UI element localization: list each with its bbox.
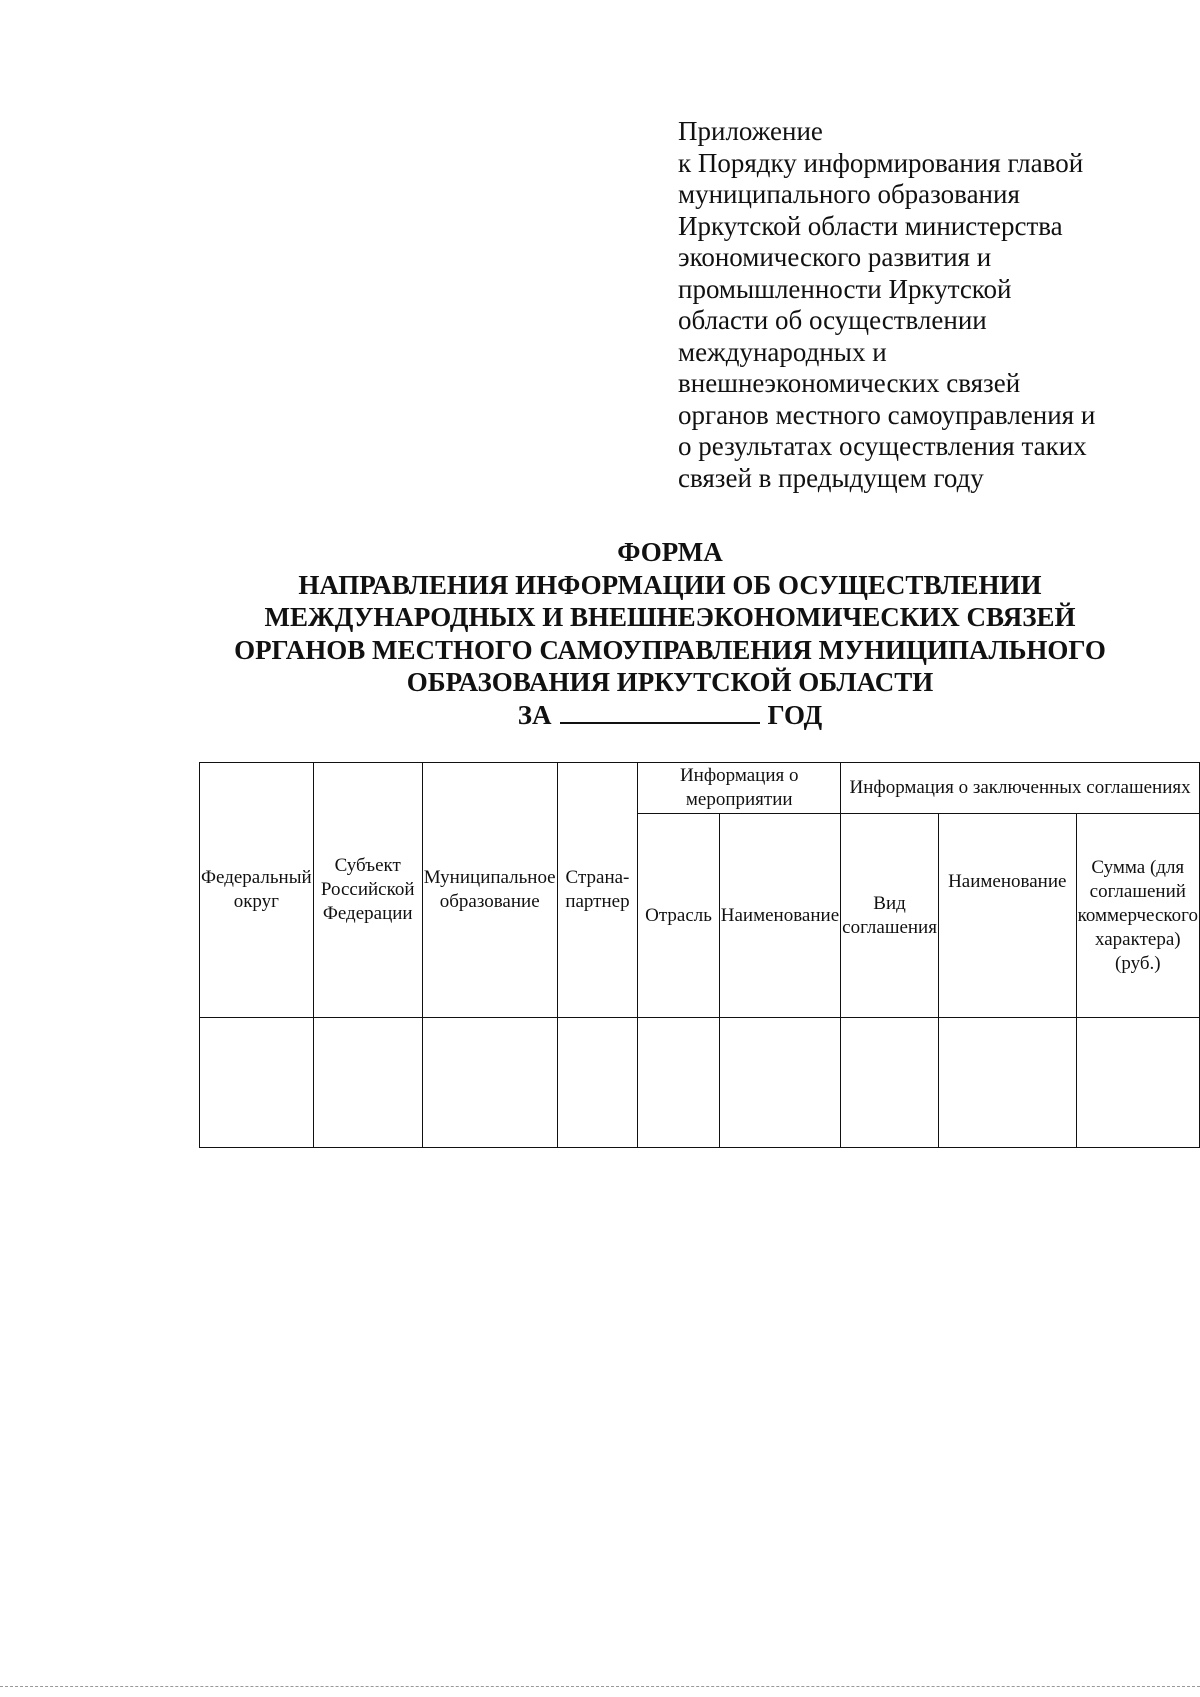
table-row bbox=[200, 1018, 1200, 1148]
header-agreement-type: Вид соглашения bbox=[841, 814, 939, 1018]
year-suffix: ГОД bbox=[767, 699, 823, 730]
header-event-name: Наименование bbox=[719, 814, 840, 1018]
header-partner-country: Страна-партнер bbox=[557, 763, 638, 1018]
header-sum: Сумма (для соглашений коммерческого характера) (руб.) bbox=[1076, 814, 1199, 1018]
appendix-line: международных и bbox=[678, 336, 887, 367]
header-federal-district: Федеральный округ bbox=[200, 763, 314, 1018]
appendix-line: к Порядку информирования главой bbox=[678, 147, 1084, 178]
appendix-line: внешнеэкономических связей bbox=[678, 368, 1021, 398]
title-line: ФОРМА bbox=[617, 537, 723, 567]
table-cell[interactable] bbox=[638, 1018, 719, 1148]
table-cell[interactable] bbox=[719, 1018, 840, 1148]
appendix-line: связей в предыдущем году bbox=[678, 462, 984, 493]
appendix-line: экономического развития и bbox=[678, 242, 992, 272]
appendix-line: области об осуществлении bbox=[678, 305, 987, 335]
year-prefix: ЗА bbox=[517, 699, 552, 730]
table-cell[interactable] bbox=[200, 1018, 314, 1148]
appendix-line: органов местного самоуправления и bbox=[678, 399, 1096, 430]
page-bottom-divider bbox=[0, 1686, 1200, 1687]
table-cell[interactable] bbox=[841, 1018, 939, 1148]
header-subject: Субъект Российской Федерации bbox=[313, 763, 422, 1018]
appendix-line: Приложение bbox=[678, 116, 823, 146]
appendix-line: Иркутской области министерства bbox=[678, 210, 1063, 241]
table-cell[interactable] bbox=[422, 1018, 557, 1148]
table-cell[interactable] bbox=[938, 1018, 1076, 1148]
report-table bbox=[199, 762, 1200, 1148]
form-title bbox=[150, 536, 1190, 731]
title-year-line bbox=[150, 699, 1190, 732]
table-cell[interactable] bbox=[557, 1018, 638, 1148]
year-blank-field[interactable] bbox=[560, 700, 760, 724]
header-industry: Отрасль bbox=[638, 814, 719, 1018]
header-agreement-name: Наименование bbox=[938, 814, 1076, 1018]
title-line: НАПРАВЛЕНИЯ ИНФОРМАЦИИ ОБ ОСУЩЕСТВЛЕНИИ bbox=[298, 569, 1042, 600]
title-line: МЕЖДУНАРОДНЫХ И ВНЕШНЕЭКОНОМИЧЕСКИХ СВЯЗЕЙ bbox=[264, 602, 1076, 632]
table-cell[interactable] bbox=[313, 1018, 422, 1148]
appendix-block bbox=[678, 116, 1148, 494]
header-municipality: Муниципальное образование bbox=[422, 763, 557, 1018]
header-group-event: Информация о мероприятии bbox=[638, 763, 841, 814]
table-cell[interactable] bbox=[1076, 1018, 1199, 1148]
header-group-agreements: Информация о заключенных соглашениях bbox=[841, 763, 1200, 814]
appendix-line: о результатах осуществления таких bbox=[678, 431, 1087, 461]
appendix-line: муниципального образования bbox=[678, 179, 1020, 209]
appendix-line: промышленности Иркутской bbox=[678, 273, 1012, 304]
title-line: ОРГАНОВ МЕСТНОГО САМОУПРАВЛЕНИЯ МУНИЦИПАЛЬНОГО bbox=[234, 634, 1106, 665]
title-line: ОБРАЗОВАНИЯ ИРКУТСКОЙ ОБЛАСТИ bbox=[406, 667, 934, 697]
